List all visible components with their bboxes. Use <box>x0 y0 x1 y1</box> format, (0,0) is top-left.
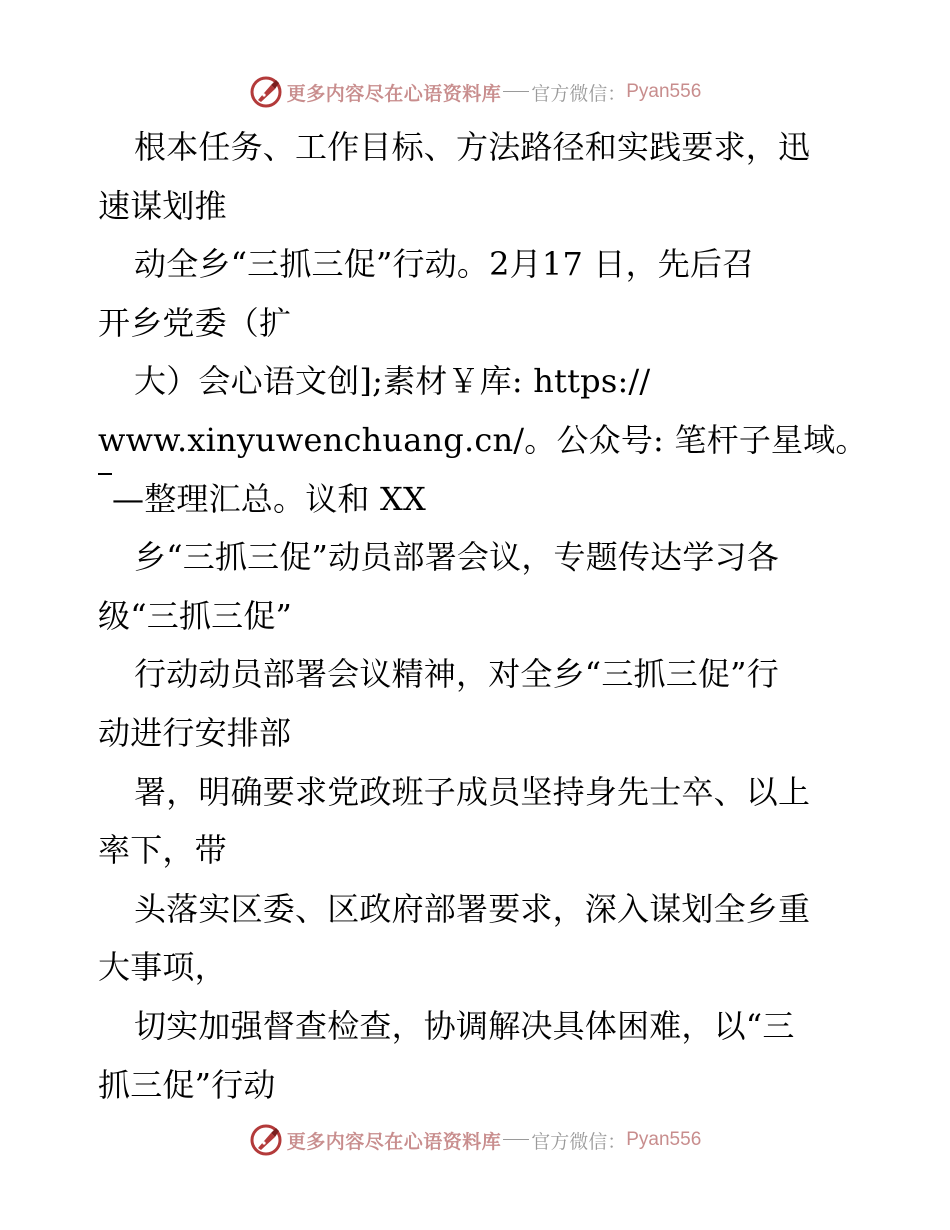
body-line: 速谋划推 <box>98 186 227 225</box>
overline-mark <box>98 473 112 475</box>
body-line: 署，明确要求党政班子成员坚持身先士卒、以上 <box>134 772 811 811</box>
body-line: 大事项， <box>98 948 227 987</box>
header-separator <box>503 91 529 92</box>
pen-nib-logo-icon <box>249 75 283 109</box>
pen-nib-logo-icon <box>249 1123 283 1157</box>
header-brand-text: 更多内容尽在心语资料库 <box>286 82 502 105</box>
body-line: 乡“三抓三促”动员部署会议，专题传达学习各 <box>134 538 779 577</box>
body-line: 头落实区委、区政府部署要求，深入谋划全乡重 <box>134 889 811 928</box>
footer-banner <box>0 1120 950 1160</box>
body-line: 大）会心语文创];素材￥库: https:// <box>134 362 651 401</box>
body-line: www.xinyuwenchuang.cn/。公众号: 笔杆子星域。 <box>98 420 868 459</box>
body-line-text: —整理汇总。议和 XX <box>112 479 426 518</box>
body-line: 抓三促”行动 <box>98 1065 276 1104</box>
header-contact-label: 官方微信： <box>531 82 627 105</box>
body-line: 动进行安排部 <box>98 713 292 752</box>
body-line-with-mark <box>98 470 858 529</box>
body-line: 切实加强督查检查，协调解决具体困难，以“三 <box>134 1006 795 1045</box>
footer-separator <box>503 1139 529 1140</box>
body-line: 率下，带 <box>98 831 227 870</box>
header-contact-id: Pyan556 <box>626 81 702 102</box>
footer-brand-text: 更多内容尽在心语资料库 <box>286 1130 502 1153</box>
footer-contact-id: Pyan556 <box>626 1129 702 1150</box>
body-line: 根本任务、工作目标、方法路径和实践要求，迅 <box>134 128 811 166</box>
footer-contact-label: 官方微信： <box>531 1130 627 1153</box>
document-body <box>98 118 868 1114</box>
body-line: 动全乡“三抓三促”行动。2月17 日，先后召 <box>134 245 755 284</box>
body-line: 行动动员部署会议精神，对全乡“三抓三促”行 <box>134 655 779 694</box>
body-line: 开乡党委（扩 <box>98 303 292 342</box>
body-line: 级“三抓三促” <box>98 596 293 635</box>
header-banner <box>0 72 950 112</box>
